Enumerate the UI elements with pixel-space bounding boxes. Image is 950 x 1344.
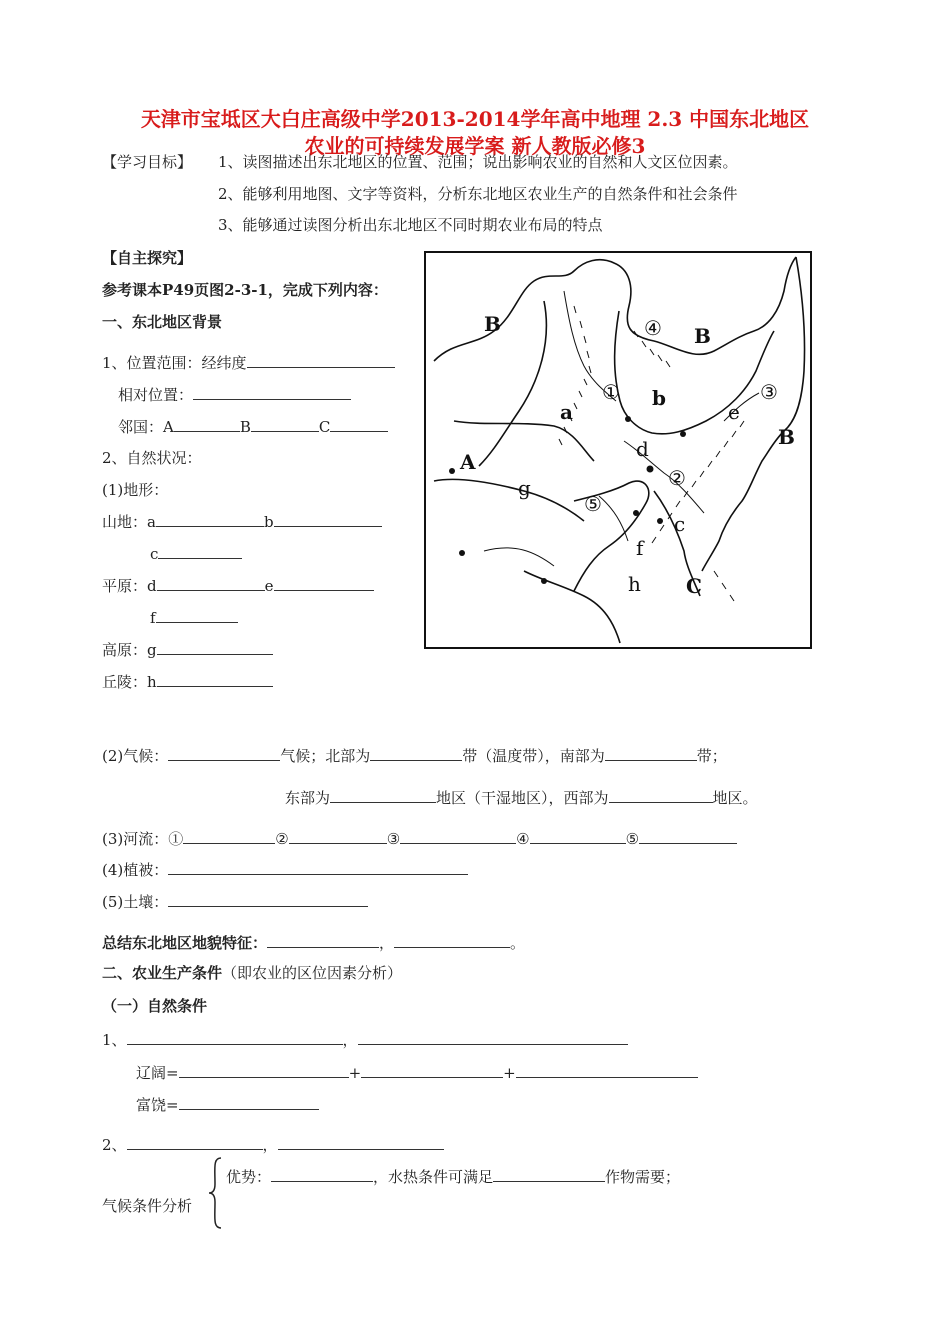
mountain-label: 山地： (102, 513, 148, 531)
plain-d: d (147, 577, 157, 595)
mountain-a: a (147, 513, 156, 531)
map-label-river-1: ① (602, 380, 620, 404)
section-2-heading: 二、农业生产条件 (102, 964, 223, 982)
summary-row (102, 932, 525, 953)
plain-d-blank[interactable] (157, 575, 265, 591)
climate-west-blank[interactable] (609, 787, 713, 803)
objectives-heading: 【学习目标】 (102, 153, 193, 171)
climate-analysis-label: 气候条件分析 (102, 1197, 193, 1215)
climate-east-label: 东部为 (285, 789, 331, 807)
lat-lon-blank[interactable] (247, 352, 395, 368)
agri-item-1-label: 1、 (102, 1031, 127, 1049)
river-4-label: ④ (516, 830, 530, 848)
relative-blank[interactable] (193, 384, 351, 400)
doc-title-line1: 天津市宝坻区大白庄高级中学2013-2014学年高中地理 2.3 中国东北地区 (140, 107, 810, 131)
advantage-blank[interactable] (271, 1166, 373, 1182)
hills-label: 丘陵： (102, 673, 148, 691)
river-5-blank[interactable] (639, 828, 737, 844)
summary-blank-2[interactable] (394, 932, 510, 948)
rivers-label: (3)河流： (102, 830, 169, 848)
hills-h: h (147, 673, 157, 691)
river-3-label: ③ (386, 830, 401, 848)
climate-east-blank[interactable] (330, 787, 436, 803)
river-2-blank[interactable] (289, 828, 387, 844)
section-1-heading: 一、东北地区背景 (102, 313, 223, 331)
soil-label: (5)土壤： (102, 893, 169, 911)
terrain-heading: (1)地形： (102, 481, 169, 499)
vast-blank-3[interactable] (516, 1062, 698, 1078)
neighbor-a-label: A (163, 418, 174, 436)
relative-row (118, 384, 351, 405)
crop-blank[interactable] (493, 1166, 605, 1182)
plain-f-row (150, 607, 238, 628)
map-label-C: C (686, 574, 702, 598)
agri-item-2-label: 2、 (102, 1136, 127, 1154)
map-label-f: f (636, 536, 644, 560)
vegetation-blank[interactable] (168, 859, 468, 875)
soil-row (102, 891, 368, 912)
mountain-c: c (150, 545, 159, 563)
mountain-b-blank[interactable] (274, 511, 382, 527)
summary-comma: ， (379, 934, 395, 952)
river-5-label: ⑤ (625, 830, 640, 848)
mountain-row (102, 511, 382, 532)
climate-south-label: 带（温度带），南部为 (462, 747, 605, 765)
agri-item-1-blank-1[interactable] (127, 1029, 343, 1045)
map-label-B2: B (694, 324, 711, 348)
nature-heading: 2、自然状况： (102, 449, 202, 467)
plain-f-blank[interactable] (156, 607, 238, 623)
agri-item-2-comma: ， (262, 1136, 278, 1154)
vegetation-row (102, 859, 468, 880)
northeast-china-map (424, 251, 812, 649)
advantage-end-text: 作物需要； (605, 1168, 681, 1186)
plain-label: 平原： (102, 577, 148, 595)
position-row (102, 352, 395, 373)
section-2-row (102, 963, 402, 983)
hills-row (102, 671, 273, 692)
climate-north-label: 气候；北部为 (280, 747, 371, 765)
neighbors-row (118, 416, 388, 437)
neighbor-c-label: C (318, 418, 331, 436)
map-label-A: A (460, 450, 476, 474)
vast-label: 辽阔= (136, 1064, 179, 1082)
neighbor-c-blank[interactable] (330, 416, 388, 432)
map-label-a: a (560, 400, 573, 424)
explore-heading: 【自主探究】 (102, 249, 193, 267)
position-label: 1、位置范围：经纬度 (102, 354, 247, 372)
advantage-row (226, 1166, 680, 1187)
map-label-B1: B (484, 312, 501, 336)
climate-row-2 (285, 787, 758, 808)
natural-conditions-heading: （一）自然条件 (102, 997, 208, 1015)
neighbor-b-label: B (239, 418, 251, 436)
rivers-row (102, 828, 737, 849)
doc-title-line2: 农业的可持续发展学案 新人教版必修3 (304, 134, 646, 158)
objective-item-2: 2、能够利用地图、文字等资料，分析东北地区农业生产的自然条件和社会条件 (218, 185, 738, 203)
plain-e-blank[interactable] (274, 575, 374, 591)
vast-plus-1: + (348, 1064, 362, 1082)
agri-item-2-blank-1[interactable] (127, 1134, 263, 1150)
map-label-B3: B (778, 425, 795, 449)
mountain-b: b (263, 513, 274, 531)
vast-blank-2[interactable] (361, 1062, 503, 1078)
map-label-d: d (636, 437, 649, 461)
agri-item-1-comma: ， (342, 1031, 358, 1049)
agri-item-2-blank-2[interactable] (278, 1134, 444, 1150)
objective-item-1: 1、读图描述出东北地区的位置、范围；说出影响农业的自然和人文区位因素。 (218, 153, 738, 171)
climate-label: (2)气候： (102, 747, 169, 765)
fertile-label: 富饶= (136, 1096, 179, 1114)
climate-north-blank[interactable] (370, 745, 462, 761)
climate-row-1 (102, 745, 727, 766)
river-4-blank[interactable] (530, 828, 626, 844)
summary-blank-1[interactable] (267, 932, 379, 948)
brace-icon (205, 1156, 225, 1230)
agri-item-1-blank-2[interactable] (358, 1029, 628, 1045)
vast-blank-1[interactable] (179, 1062, 349, 1078)
plateau-label: 高原： (102, 641, 148, 659)
soil-blank[interactable] (168, 891, 368, 907)
river-2-label: ② (275, 830, 289, 848)
vegetation-label: (4)植被： (102, 861, 169, 879)
plain-f: f (150, 609, 156, 627)
climate-west-label: 地区（干湿地区），西部为 (436, 789, 609, 807)
agri-item-2-row (102, 1134, 444, 1155)
relative-label: 相对位置： (118, 386, 194, 404)
plain-row (102, 575, 374, 596)
map-label-river-4: ④ (644, 316, 662, 340)
hills-h-blank[interactable] (157, 671, 273, 687)
explore-instruction: 参考课本P49页图2-3-1，完成下列内容： (102, 281, 388, 299)
section-2-note: （即农业的区位因素分析） (222, 964, 403, 982)
neighbor-b-blank[interactable] (251, 416, 319, 432)
climate-type-blank[interactable] (168, 745, 280, 761)
map-label-c: c (674, 512, 686, 536)
map-label-river-3: ③ (760, 380, 778, 404)
climate-row1-end: 带； (696, 747, 727, 765)
climate-row2-end: 地区。 (712, 789, 758, 807)
map-label-river-2: ② (668, 466, 686, 490)
fertile-blank[interactable] (179, 1094, 319, 1110)
mountain-c-blank[interactable] (158, 543, 242, 559)
agri-item-1-row (102, 1029, 628, 1050)
neighbor-a-blank[interactable] (174, 416, 240, 432)
mountain-a-blank[interactable] (156, 511, 264, 527)
river-1-blank[interactable] (183, 828, 275, 844)
fertile-row (136, 1094, 319, 1115)
plain-e: e (264, 577, 274, 595)
map-label-g: g (518, 476, 531, 500)
climate-south-blank[interactable] (605, 745, 697, 761)
summary-period: 。 (510, 934, 526, 952)
map-label-river-5: ⑤ (584, 492, 602, 516)
advantage-mid-text: ，水热条件可满足 (373, 1168, 494, 1186)
plateau-row (102, 639, 273, 660)
map-label-e: e (728, 400, 740, 424)
map-label-h: h (628, 572, 641, 596)
neighbors-label: 邻国： (118, 418, 164, 436)
summary-label: 总结东北地区地貌特征： (102, 934, 268, 952)
plateau-g-blank[interactable] (157, 639, 273, 655)
river-3-blank[interactable] (400, 828, 516, 844)
vast-row (136, 1062, 698, 1083)
objective-item-3: 3、能够通过读图分析出东北地区不同时期农业布局的特点 (218, 216, 603, 234)
river-1-label: ① (168, 830, 184, 848)
advantage-label: 优势： (226, 1168, 272, 1186)
vast-plus-2: + (503, 1064, 516, 1082)
plateau-g: g (147, 641, 157, 659)
mountain-c-row (150, 543, 242, 564)
map-label-b: b (652, 386, 666, 410)
